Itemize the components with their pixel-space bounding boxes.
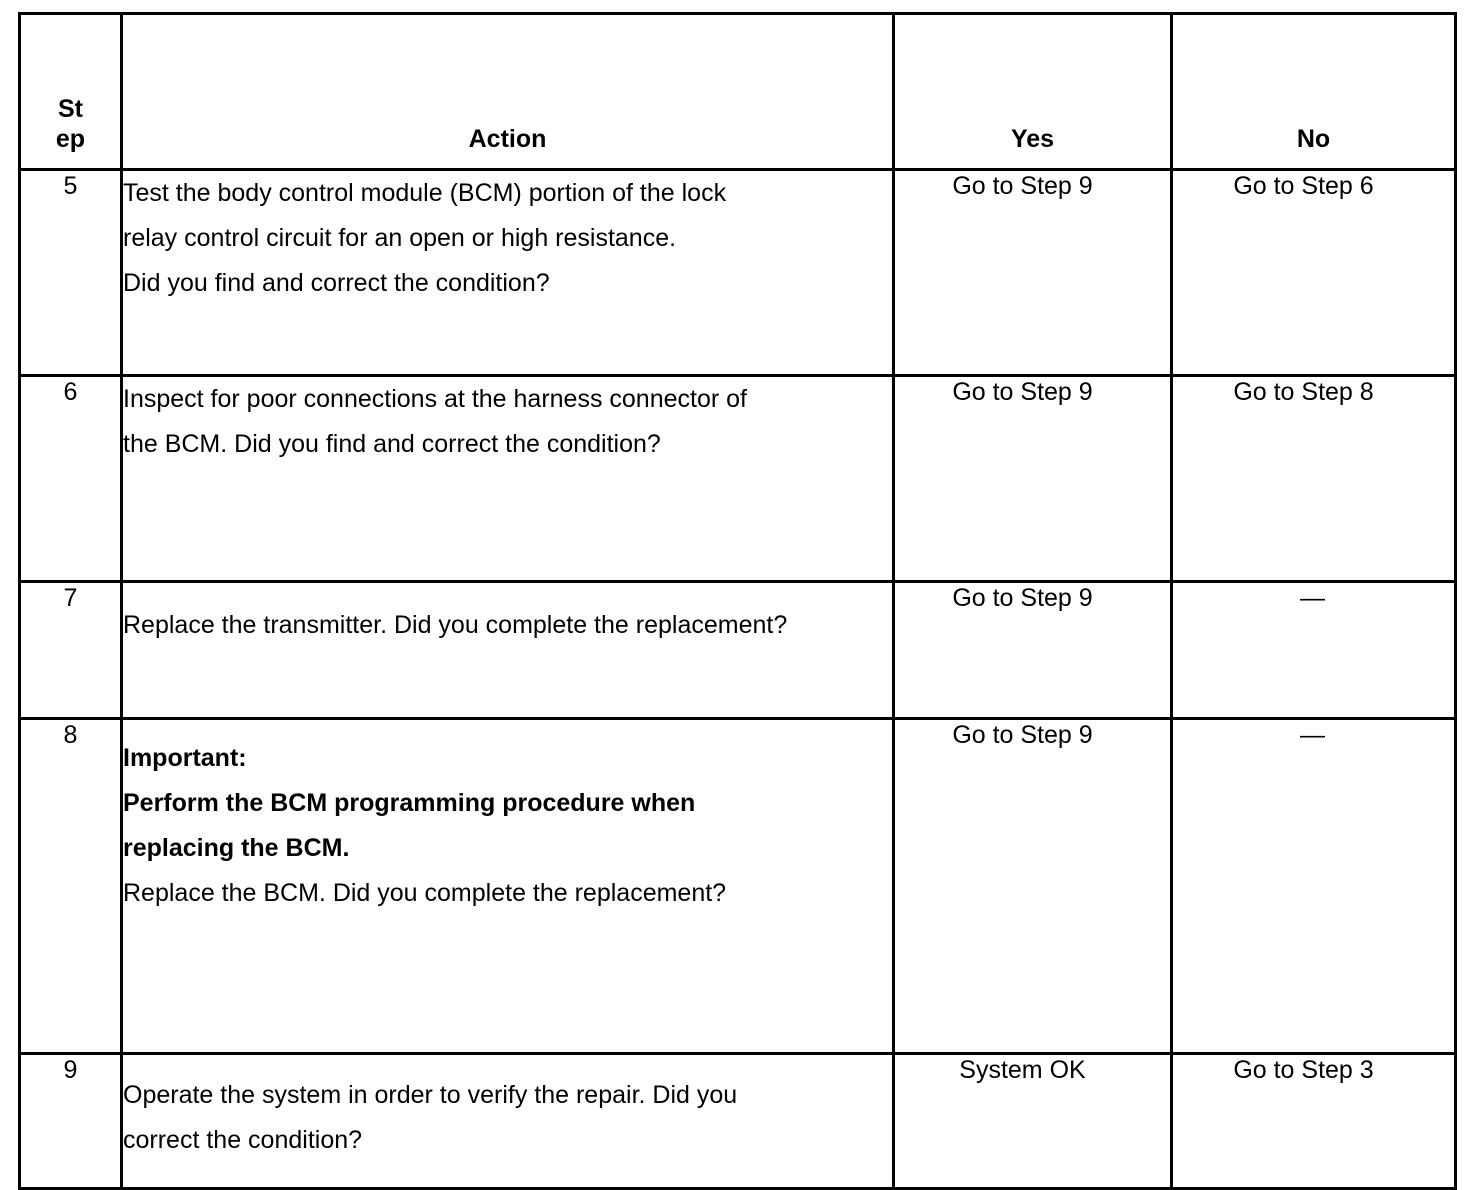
yes-result: Go to Step 9: [952, 378, 1093, 406]
action-cell: [122, 1054, 894, 1189]
step-number: 6: [20, 376, 122, 582]
yes-cell: [894, 170, 1172, 376]
important-line: replacing the BCM.: [123, 834, 350, 862]
action-line: Test the body control module (BCM) portion of the lock: [123, 179, 727, 207]
table-row: [20, 719, 1456, 1054]
diagnostic-table: [18, 12, 1457, 1190]
table-row: [20, 376, 1456, 582]
no-cell: [1172, 719, 1456, 1054]
action-line: relay control circuit for an open or high resistance.: [123, 224, 677, 252]
no-result: —: [1300, 584, 1325, 612]
no-cell: [1172, 170, 1456, 376]
action-cell: [122, 376, 894, 582]
yes-cell: [894, 376, 1172, 582]
step-number: 9: [20, 1054, 122, 1189]
no-result: —: [1300, 721, 1325, 749]
action-cell: [122, 582, 894, 719]
table-row: [20, 582, 1456, 719]
yes-cell: [894, 582, 1172, 719]
yes-cell: [894, 719, 1172, 1054]
no-result: Go to Step 6: [1233, 172, 1374, 200]
action-cell: [122, 170, 894, 376]
header-row: [20, 14, 1456, 170]
no-cell: [1172, 376, 1456, 582]
action-line: Inspect for poor connections at the harness connector of: [123, 385, 747, 413]
header-step-line-2: ep: [55, 125, 86, 153]
step-number: 7: [20, 582, 122, 719]
yes-result: Go to Step 9: [952, 721, 1093, 749]
table-row: [20, 170, 1456, 376]
step-number: 5: [20, 170, 122, 376]
yes-result: System OK: [959, 1056, 1086, 1084]
no-result: Go to Step 8: [1233, 378, 1374, 406]
action-line: correct the condition?: [123, 1126, 363, 1154]
step-number: 8: [20, 719, 122, 1054]
action-line: Replace the transmitter. Did you complete the replacement?: [123, 611, 788, 639]
action-cell: [122, 719, 894, 1054]
action-line: Did you find and correct the condition?: [123, 269, 550, 297]
important-title: Important:: [123, 744, 247, 772]
action-line: the BCM. Did you find and correct the condition?: [123, 430, 661, 458]
no-result: Go to Step 3: [1233, 1056, 1374, 1084]
no-cell: [1172, 1054, 1456, 1189]
yes-result: Go to Step 9: [952, 584, 1093, 612]
important-line: Perform the BCM programming procedure when: [123, 789, 696, 817]
header-no: No: [1172, 14, 1456, 170]
header-action: Action: [122, 14, 894, 170]
header-step-line-1: St: [58, 95, 83, 123]
no-cell: [1172, 582, 1456, 719]
table-row: [20, 1054, 1456, 1189]
header-step: [20, 14, 122, 170]
yes-result: Go to Step 9: [952, 172, 1093, 200]
action-line: Replace the BCM. Did you complete the replacement?: [123, 879, 727, 907]
header-yes: Yes: [894, 14, 1172, 170]
action-line: Operate the system in order to verify the repair. Did you: [123, 1081, 738, 1109]
yes-cell: [894, 1054, 1172, 1189]
